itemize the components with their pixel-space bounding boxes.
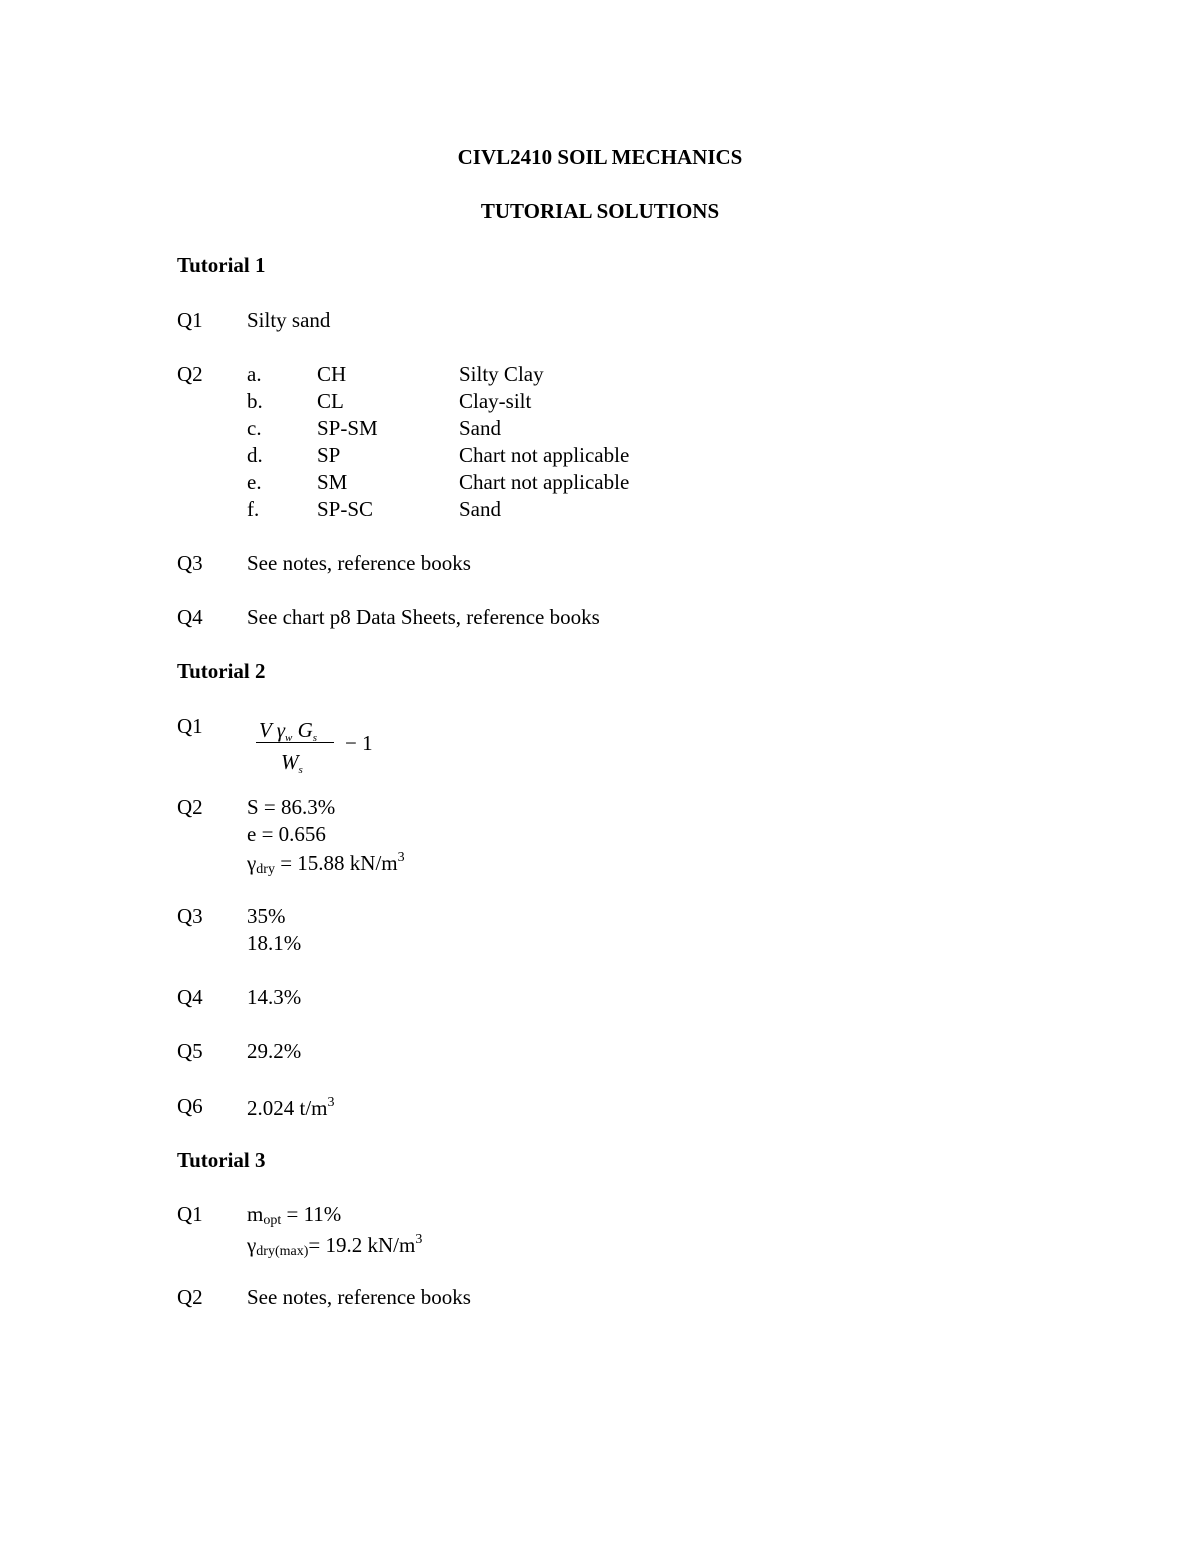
t2-q4-label: Q4 <box>177 985 203 1009</box>
t1-q4-answer: See chart p8 Data Sheets, reference books <box>247 605 600 629</box>
t1-q2-code: CH <box>317 362 347 386</box>
tutorial3-heading: Tutorial 3 <box>177 1148 266 1172</box>
t1-q2-desc: Chart not applicable <box>459 443 630 467</box>
t2-q2-label: Q2 <box>177 795 203 819</box>
tutorial1-heading: Tutorial 1 <box>177 253 266 277</box>
t3-q1-line1 <box>247 1204 341 1228</box>
t1-q2-desc: Chart not applicable <box>459 470 630 494</box>
gamma-subscript: dry(max) <box>256 1244 309 1259</box>
t2-q3-line2: 18.1% <box>247 931 302 955</box>
t1-q2-letter: c. <box>247 416 262 440</box>
t1-q2-desc: Sand <box>459 416 501 440</box>
t3-q2-answer: See notes, reference books <box>247 1285 471 1309</box>
t1-q1-answer: Silty sand <box>247 308 331 332</box>
t1-q2-code: SM <box>317 470 348 494</box>
t1-q2-letter: b. <box>247 389 263 413</box>
q6-value: 2.024 t/m <box>247 1096 328 1120</box>
numerator-v: V <box>259 718 272 742</box>
t2-q5-answer: 29.2% <box>247 1039 302 1063</box>
t1-q2-desc: Sand <box>459 497 501 521</box>
t3-q2-label: Q2 <box>177 1285 203 1309</box>
m-subscript: opt <box>263 1213 282 1228</box>
denominator-w-sub: s <box>298 764 303 776</box>
t2-q1-denominator <box>281 752 303 776</box>
t2-q2-line2: e = 0.656 <box>247 822 326 846</box>
t1-q2-letter: f. <box>247 497 260 521</box>
gamma-symbol: γ <box>247 1233 257 1257</box>
gamma-subscript: dry <box>256 862 275 877</box>
t2-q2-line3 <box>247 851 405 877</box>
gamma-value: = 15.88 kN/m <box>274 851 398 875</box>
t1-q2-letter: a. <box>247 362 262 386</box>
t2-q1-label: Q1 <box>177 714 203 738</box>
t2-q6-answer <box>247 1096 335 1119</box>
t2-q4-answer: 14.3% <box>247 985 302 1009</box>
numerator-g-sub: s <box>312 732 318 744</box>
t2-q6-label: Q6 <box>177 1094 203 1118</box>
t2-q3-line1: 35% <box>247 904 286 928</box>
t2-q1-numerator <box>259 720 317 744</box>
t1-q2-letter: d. <box>247 443 263 467</box>
fraction-bar <box>256 742 334 743</box>
t1-q2-desc: Silty Clay <box>459 362 544 386</box>
t1-q2-code: CL <box>317 389 344 413</box>
t1-q2-letter: e. <box>247 470 262 494</box>
t2-q1-minus-one: − 1 <box>345 731 373 755</box>
t3-q1-label: Q1 <box>177 1202 203 1226</box>
t2-q2-line1: S = 86.3% <box>247 795 336 819</box>
t1-q4-label: Q4 <box>177 605 203 629</box>
unit-superscript: 3 <box>397 850 405 865</box>
denominator-w: W <box>281 750 299 774</box>
document-subtitle: TUTORIAL SOLUTIONS <box>480 199 720 223</box>
t1-q2-desc: Clay-silt <box>459 389 532 413</box>
m-symbol: m <box>247 1202 264 1226</box>
t1-q3-label: Q3 <box>177 551 203 575</box>
numerator-gamma: γ <box>276 718 285 742</box>
t2-q3-label: Q3 <box>177 904 203 928</box>
gamma-value: = 19.2 kN/m <box>308 1233 416 1257</box>
t1-q2-code: SP-SC <box>317 497 374 521</box>
t1-q2-code: SP-SM <box>317 416 378 440</box>
t2-q5-label: Q5 <box>177 1039 203 1063</box>
tutorial2-heading: Tutorial 2 <box>177 659 266 683</box>
t1-q2-code: SP <box>317 443 341 467</box>
numerator-gamma-sub: w <box>284 732 293 744</box>
gamma-symbol: γ <box>247 851 257 875</box>
t1-q3-answer: See notes, reference books <box>247 551 471 575</box>
m-value: = 11% <box>281 1202 342 1226</box>
numerator-g: G <box>297 718 313 742</box>
document-title: CIVL2410 SOIL MECHANICS <box>457 145 743 169</box>
unit-superscript: 3 <box>415 1232 423 1247</box>
t3-q1-line2 <box>247 1233 422 1259</box>
t1-q1-label: Q1 <box>177 308 203 332</box>
t1-q2-label: Q2 <box>177 362 203 386</box>
q6-superscript: 3 <box>327 1095 335 1110</box>
